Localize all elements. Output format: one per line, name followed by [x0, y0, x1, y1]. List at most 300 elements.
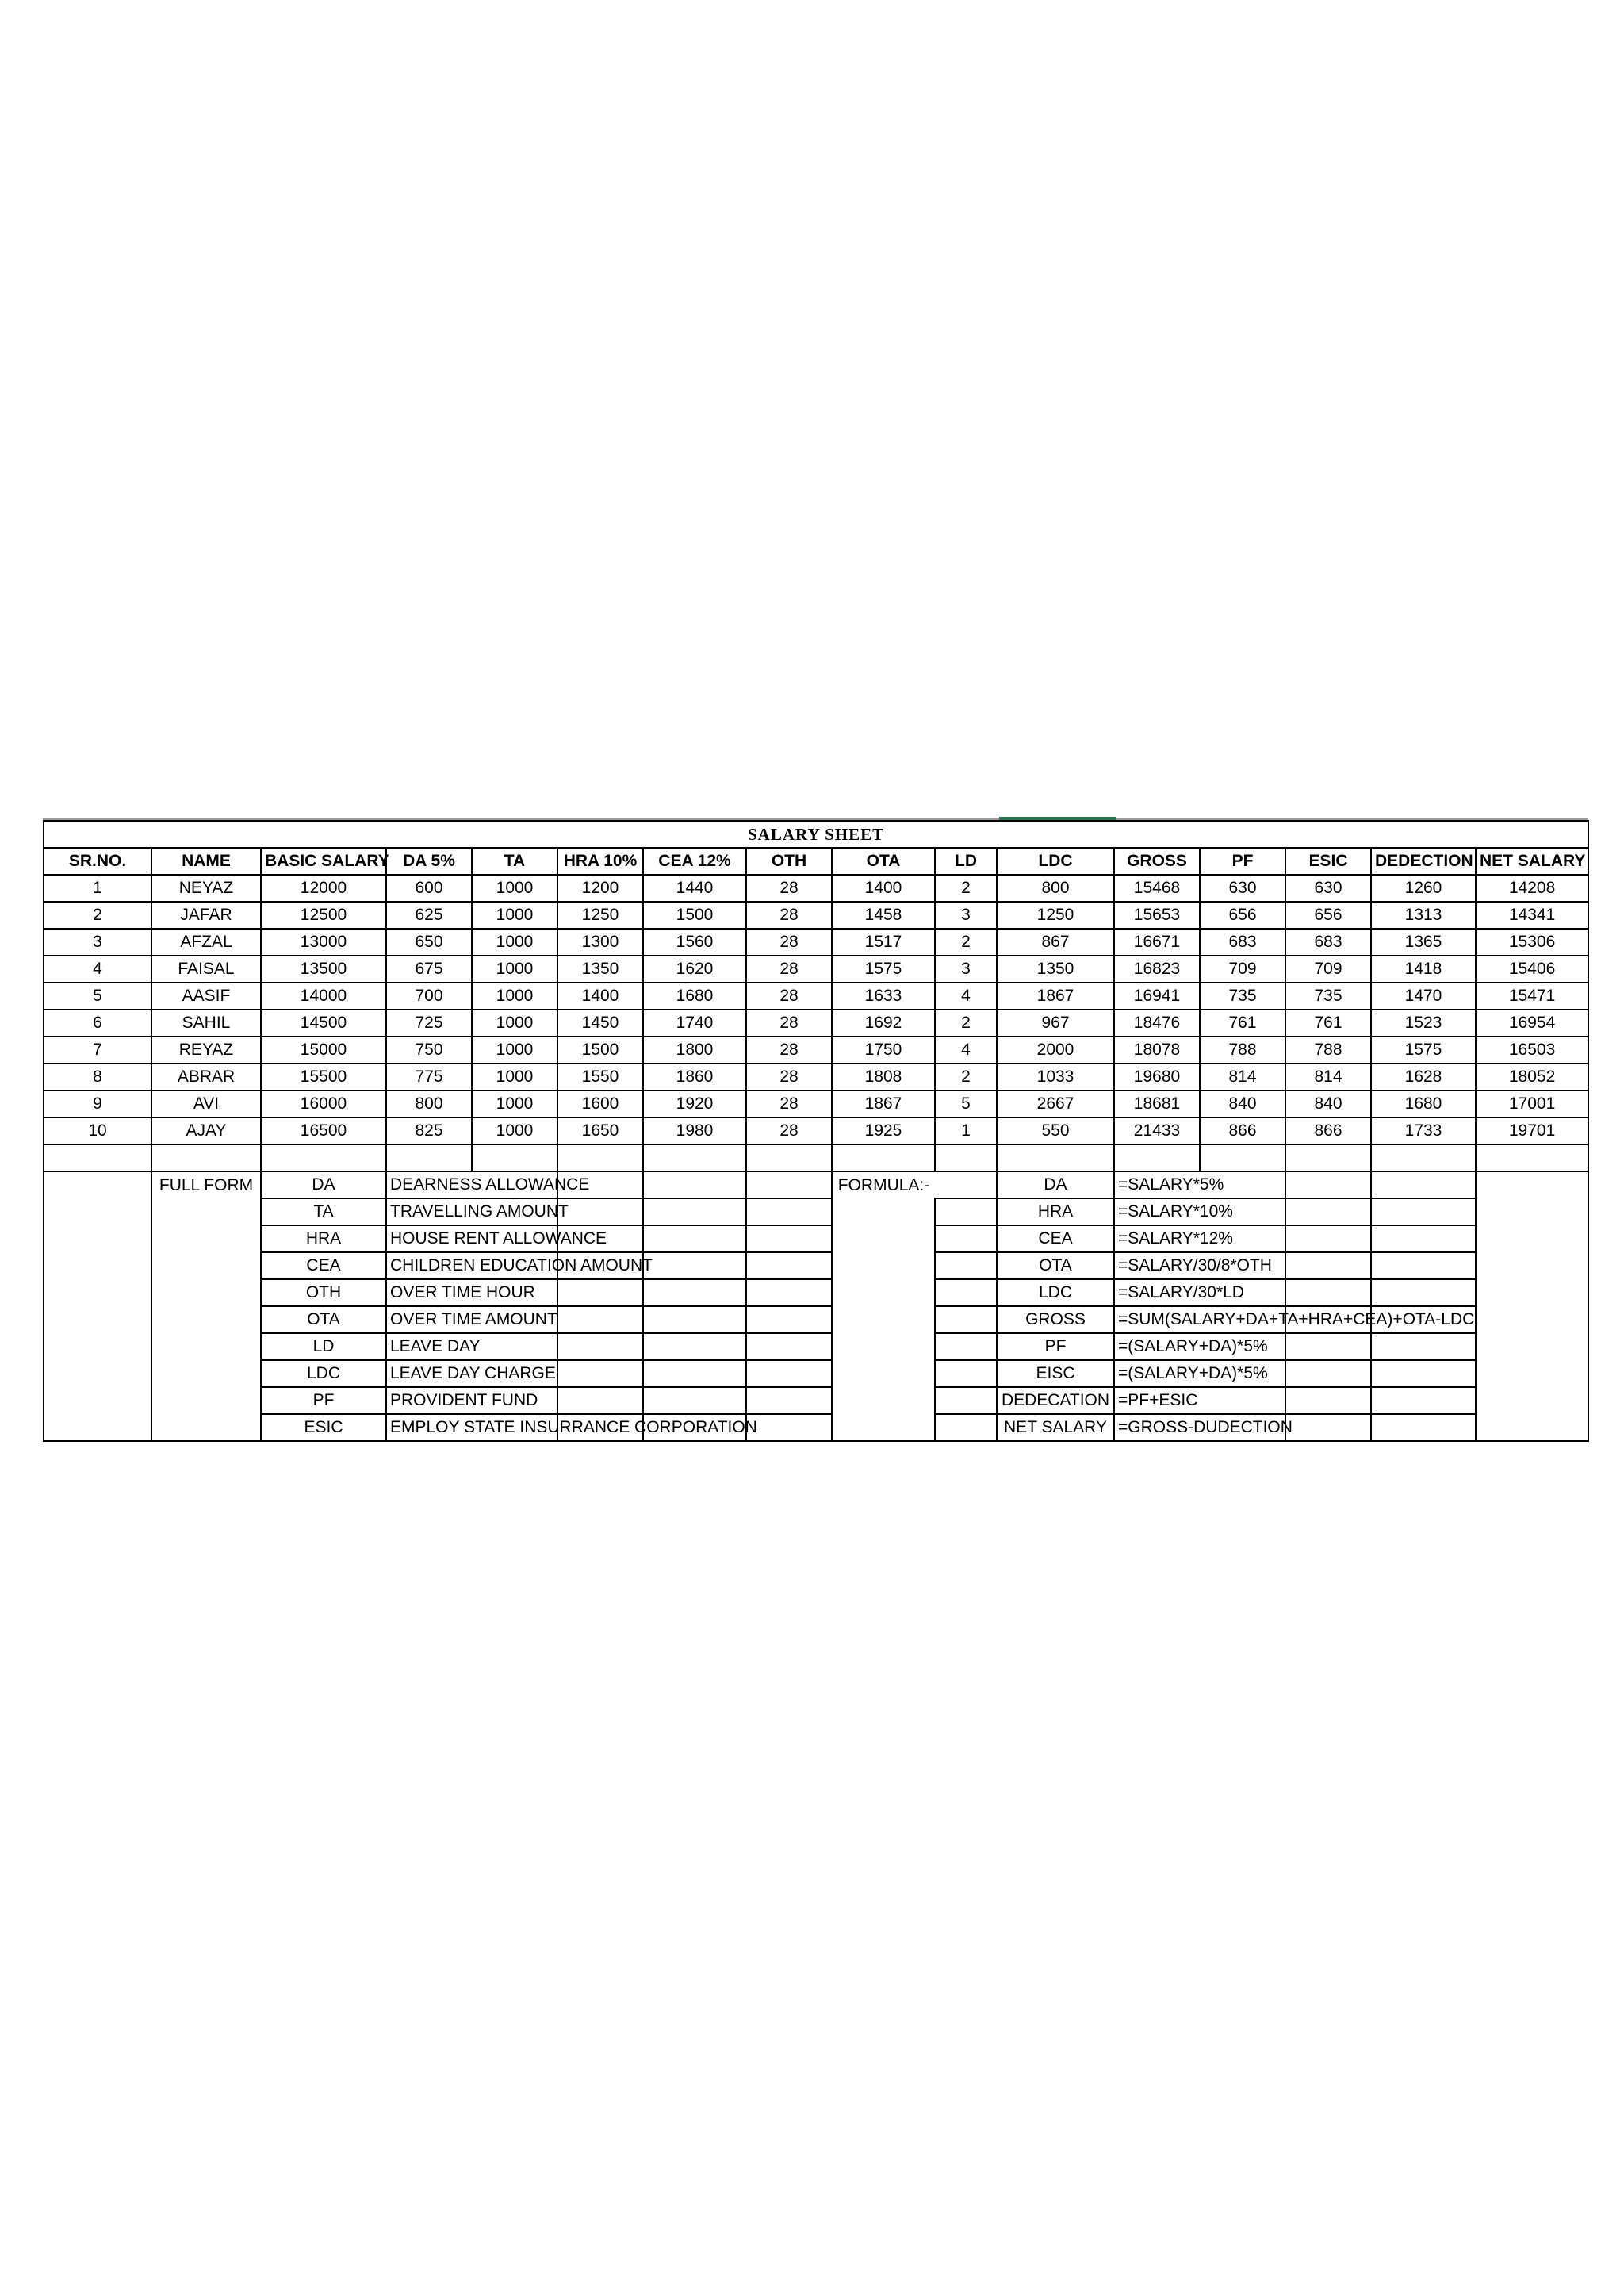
formula-expr: =(SALARY+DA)*5% [1114, 1333, 1200, 1360]
column-header: OTA [832, 848, 935, 875]
table-cell: 15000 [261, 1037, 386, 1064]
table-cell: 1867 [997, 983, 1114, 1010]
full-form-label [151, 1306, 261, 1333]
empty-cell [44, 1279, 151, 1306]
table-cell: 550 [997, 1117, 1114, 1144]
table-cell: 4 [935, 1037, 997, 1064]
column-header: LD [935, 848, 997, 875]
table-cell: 4 [935, 983, 997, 1010]
table-row [44, 983, 1588, 1010]
full-form-abbr: PF [261, 1387, 386, 1414]
table-cell: ABRAR [151, 1064, 261, 1091]
notes-row [44, 1306, 1588, 1333]
empty-cell [44, 1171, 151, 1198]
table-cell: 28 [746, 1117, 832, 1144]
empty-cell [44, 1387, 151, 1414]
empty-cell [44, 1198, 151, 1225]
empty-cell [557, 1279, 643, 1306]
table-cell: 1250 [997, 902, 1114, 929]
table-cell: 3 [935, 902, 997, 929]
column-header: NAME [151, 848, 261, 875]
empty-cell [44, 1360, 151, 1387]
formula-label [832, 1252, 935, 1279]
empty-cell [935, 1225, 997, 1252]
table-cell: 788 [1285, 1037, 1371, 1064]
table-cell: 7 [44, 1037, 151, 1064]
empty-cell [44, 1306, 151, 1333]
formula-name: GROSS [997, 1306, 1114, 1333]
column-header-row [44, 848, 1588, 875]
column-header: PF [1200, 848, 1285, 875]
table-cell: NEYAZ [151, 875, 261, 902]
table-cell: 814 [1285, 1064, 1371, 1091]
table-cell: 1680 [1371, 1091, 1476, 1117]
empty-cell [643, 1171, 746, 1198]
full-form-label [151, 1252, 261, 1279]
full-form-abbr: OTA [261, 1306, 386, 1333]
table-cell: 5 [935, 1091, 997, 1117]
table-cell: 775 [386, 1064, 472, 1091]
table-row [44, 1117, 1588, 1144]
table-cell: 1560 [643, 929, 746, 956]
formula-name: NET SALARY [997, 1414, 1114, 1441]
formula-expr: =SALARY*12% [1114, 1225, 1200, 1252]
table-cell: 1633 [832, 983, 935, 1010]
table-cell: 8 [44, 1064, 151, 1091]
empty-cell [1371, 1414, 1476, 1441]
table-cell: 28 [746, 1010, 832, 1037]
formula-name: HRA [997, 1198, 1114, 1225]
table-cell: 1650 [557, 1117, 643, 1144]
table-cell: 761 [1285, 1010, 1371, 1037]
salary-sheet [43, 818, 1588, 1450]
empty-cell [1371, 1198, 1476, 1225]
table-cell: 16000 [261, 1091, 386, 1117]
formula-label [832, 1387, 935, 1414]
formula-expr: =SALARY/30*LD [1114, 1279, 1200, 1306]
table-cell: 1 [935, 1117, 997, 1144]
table-cell: 28 [746, 1064, 832, 1091]
table-cell: 967 [997, 1010, 1114, 1037]
formula-expr: =SALARY*10% [1114, 1198, 1200, 1225]
empty-cell [44, 1333, 151, 1360]
column-header: TA [472, 848, 557, 875]
table-cell: 1350 [557, 956, 643, 983]
table-cell: 2 [44, 902, 151, 929]
empty-cell [1371, 1171, 1476, 1198]
table-cell: 1440 [643, 875, 746, 902]
table-cell: 800 [997, 875, 1114, 902]
table-cell: 600 [386, 875, 472, 902]
column-header: HRA 10% [557, 848, 643, 875]
table-cell: 1418 [1371, 956, 1476, 983]
table-row [44, 875, 1588, 902]
formula-label [832, 1198, 935, 1225]
table-cell: 12000 [261, 875, 386, 902]
table-cell: 840 [1200, 1091, 1285, 1117]
table-cell: 814 [1200, 1064, 1285, 1091]
table-cell: SAHIL [151, 1010, 261, 1037]
table-cell: 683 [1285, 929, 1371, 956]
table-cell: 1800 [643, 1037, 746, 1064]
notes-row [44, 1279, 1588, 1306]
table-cell: 14208 [1476, 875, 1588, 902]
empty-cell [44, 1225, 151, 1252]
full-form-abbr: ESIC [261, 1414, 386, 1441]
table-cell: 17001 [1476, 1091, 1588, 1117]
full-form-text: EMPLOY STATE INSURRANCE CORPORATION [386, 1414, 472, 1441]
full-form-text: DEARNESS ALLOWANCE [386, 1171, 472, 1198]
table-cell: 1523 [1371, 1010, 1476, 1037]
full-form-text: OVER TIME AMOUNT [386, 1306, 472, 1333]
full-form-text: LEAVE DAY [386, 1333, 472, 1360]
empty-cell [746, 1252, 832, 1279]
table-cell: 14341 [1476, 902, 1588, 929]
table-cell: 1400 [832, 875, 935, 902]
empty-cell [472, 1333, 557, 1360]
table-cell: 18078 [1114, 1037, 1200, 1064]
table-cell: 735 [1285, 983, 1371, 1010]
full-form-abbr: LD [261, 1333, 386, 1360]
table-cell: AJAY [151, 1117, 261, 1144]
full-form-abbr: TA [261, 1198, 386, 1225]
table-cell: 630 [1285, 875, 1371, 902]
notes-row [44, 1414, 1588, 1441]
table-cell: 2 [935, 1064, 997, 1091]
empty-cell [643, 1360, 746, 1387]
table-cell: 656 [1200, 902, 1285, 929]
empty-cell [1285, 1414, 1371, 1441]
full-form-label [151, 1333, 261, 1360]
full-form-text: PROVIDENT FUND [386, 1387, 472, 1414]
table-cell: 1000 [472, 1037, 557, 1064]
table-cell: 1350 [997, 956, 1114, 983]
table-cell: 16954 [1476, 1010, 1588, 1037]
table-cell: 1517 [832, 929, 935, 956]
table-cell: 28 [746, 1037, 832, 1064]
employee-rows [44, 875, 1588, 1144]
empty-cell [935, 1306, 997, 1333]
empty-cell [1476, 1414, 1588, 1441]
table-cell: 1733 [1371, 1117, 1476, 1144]
empty-cell [643, 1252, 746, 1279]
table-cell: 5 [44, 983, 151, 1010]
empty-cell [1476, 1225, 1588, 1252]
column-header: DEDECTION [1371, 848, 1476, 875]
full-form-label [151, 1360, 261, 1387]
table-cell: 1000 [472, 929, 557, 956]
formula-label [832, 1414, 935, 1441]
table-cell: 9 [44, 1091, 151, 1117]
table-cell: 1808 [832, 1064, 935, 1091]
table-cell: 15468 [1114, 875, 1200, 902]
table-cell: AASIF [151, 983, 261, 1010]
table-cell: 16503 [1476, 1037, 1588, 1064]
table-cell: 675 [386, 956, 472, 983]
column-header: BASIC SALARY [261, 848, 386, 875]
table-row [44, 956, 1588, 983]
table-cell: 1628 [1371, 1064, 1476, 1091]
table-cell: 1600 [557, 1091, 643, 1117]
table-cell: 867 [997, 929, 1114, 956]
table-row [44, 1064, 1588, 1091]
table-cell: 1680 [643, 983, 746, 1010]
table-cell: 1000 [472, 1010, 557, 1037]
table-cell: 1575 [832, 956, 935, 983]
empty-cell [643, 1279, 746, 1306]
formula-name: LDC [997, 1279, 1114, 1306]
table-cell: 6 [44, 1010, 151, 1037]
table-cell: 19701 [1476, 1117, 1588, 1144]
full-form-abbr: HRA [261, 1225, 386, 1252]
table-cell: 28 [746, 956, 832, 983]
empty-cell [935, 1252, 997, 1279]
formula-label [832, 1333, 935, 1360]
table-cell: 28 [746, 929, 832, 956]
table-cell: 656 [1285, 902, 1371, 929]
table-cell: REYAZ [151, 1037, 261, 1064]
table-cell: 1313 [1371, 902, 1476, 929]
full-form-label [151, 1198, 261, 1225]
empty-cell [1476, 1306, 1588, 1333]
empty-cell [1285, 1198, 1371, 1225]
table-cell: 16500 [261, 1117, 386, 1144]
table-cell: 15406 [1476, 956, 1588, 983]
table-cell: 13500 [261, 956, 386, 983]
empty-cell [935, 1171, 997, 1198]
full-form-label: FULL FORM [151, 1171, 261, 1198]
table-cell: 3 [935, 956, 997, 983]
table-cell: 840 [1285, 1091, 1371, 1117]
table-cell: 13000 [261, 929, 386, 956]
table-cell: 1550 [557, 1064, 643, 1091]
table-cell: 16941 [1114, 983, 1200, 1010]
formula-label [832, 1225, 935, 1252]
table-cell: AVI [151, 1091, 261, 1117]
full-form-abbr: DA [261, 1171, 386, 1198]
table-cell: 650 [386, 929, 472, 956]
formula-name: OTA [997, 1252, 1114, 1279]
table-cell: 2 [935, 875, 997, 902]
full-form-label [151, 1387, 261, 1414]
full-form-text: TRAVELLING AMOUNT [386, 1198, 472, 1225]
full-form-text: HOUSE RENT ALLOWANCE [386, 1225, 472, 1252]
table-cell: 1 [44, 875, 151, 902]
table-cell: 16671 [1114, 929, 1200, 956]
table-cell: 2 [935, 1010, 997, 1037]
column-header: GROSS [1114, 848, 1200, 875]
empty-cell [1285, 1279, 1371, 1306]
full-form-label [151, 1225, 261, 1252]
column-header: ESIC [1285, 848, 1371, 875]
table-cell: 625 [386, 902, 472, 929]
table-cell: 800 [386, 1091, 472, 1117]
empty-cell [643, 1306, 746, 1333]
column-header: SR.NO. [44, 848, 151, 875]
table-cell: 1470 [1371, 983, 1476, 1010]
table-cell: 866 [1200, 1117, 1285, 1144]
empty-cell [643, 1198, 746, 1225]
empty-cell [935, 1279, 997, 1306]
table-cell: 750 [386, 1037, 472, 1064]
table-cell: 1980 [643, 1117, 746, 1144]
empty-cell [1371, 1279, 1476, 1306]
table-cell: 1740 [643, 1010, 746, 1037]
empty-cell [643, 1225, 746, 1252]
empty-cell [44, 1252, 151, 1279]
table-cell: 1365 [1371, 929, 1476, 956]
table-cell: 709 [1285, 956, 1371, 983]
table-cell: 735 [1200, 983, 1285, 1010]
formula-label: FORMULA:- [832, 1171, 935, 1198]
table-cell: 1000 [472, 1064, 557, 1091]
table-cell: 10 [44, 1117, 151, 1144]
sheet-title: SALARY SHEET [44, 821, 1588, 848]
table-cell: 18052 [1476, 1064, 1588, 1091]
table-cell: 28 [746, 983, 832, 1010]
table-cell: 683 [1200, 929, 1285, 956]
empty-cell [557, 1387, 643, 1414]
table-cell: 1500 [643, 902, 746, 929]
empty-cell [935, 1198, 997, 1225]
empty-cell [1371, 1387, 1476, 1414]
table-cell: 28 [746, 875, 832, 902]
table-row [44, 1010, 1588, 1037]
formula-name: CEA [997, 1225, 1114, 1252]
table-cell: 761 [1200, 1010, 1285, 1037]
table-cell: JAFAR [151, 902, 261, 929]
table-cell: 1692 [832, 1010, 935, 1037]
table-cell: 3 [44, 929, 151, 956]
full-form-abbr: LDC [261, 1360, 386, 1387]
notes-section [44, 1144, 1588, 1441]
empty-cell [1371, 1252, 1476, 1279]
empty-cell [643, 1333, 746, 1360]
full-form-text: OVER TIME HOUR [386, 1279, 472, 1306]
table-cell: 1200 [557, 875, 643, 902]
formula-name: EISC [997, 1360, 1114, 1387]
empty-cell [1200, 1387, 1285, 1414]
empty-cell [1285, 1252, 1371, 1279]
notes-row [44, 1252, 1588, 1279]
empty-cell [1285, 1225, 1371, 1252]
column-header: LDC [997, 848, 1114, 875]
table-cell: 21433 [1114, 1117, 1200, 1144]
table-cell: 15471 [1476, 983, 1588, 1010]
empty-cell [1371, 1360, 1476, 1387]
formula-name: PF [997, 1333, 1114, 1360]
table-cell: 1400 [557, 983, 643, 1010]
table-cell: 709 [1200, 956, 1285, 983]
empty-cell [746, 1171, 832, 1198]
empty-cell [746, 1414, 832, 1441]
table-cell: 15306 [1476, 929, 1588, 956]
notes-row [44, 1387, 1588, 1414]
empty-cell [746, 1387, 832, 1414]
column-header: CEA 12% [643, 848, 746, 875]
empty-cell [557, 1198, 643, 1225]
table-cell: 28 [746, 902, 832, 929]
empty-cell [1476, 1198, 1588, 1225]
table-cell: 1500 [557, 1037, 643, 1064]
salary-table [43, 820, 1589, 1442]
table-cell: 14500 [261, 1010, 386, 1037]
table-cell: 14000 [261, 983, 386, 1010]
empty-cell [935, 1387, 997, 1414]
table-cell: 12500 [261, 902, 386, 929]
table-cell: AFZAL [151, 929, 261, 956]
full-form-abbr: CEA [261, 1252, 386, 1279]
table-cell: 1250 [557, 902, 643, 929]
table-cell: 15653 [1114, 902, 1200, 929]
empty-cell [1285, 1171, 1371, 1198]
column-header: NET SALARY [1476, 848, 1588, 875]
empty-cell [1476, 1360, 1588, 1387]
empty-cell [557, 1360, 643, 1387]
formula-expr: =SUM(SALARY+DA+TA+HRA+CEA)+OTA-LDC [1114, 1306, 1200, 1333]
table-cell: 1000 [472, 902, 557, 929]
table-cell: 1920 [643, 1091, 746, 1117]
formula-label [832, 1306, 935, 1333]
table-row [44, 929, 1588, 956]
table-cell: 28 [746, 1091, 832, 1117]
empty-cell [1285, 1387, 1371, 1414]
table-cell: 700 [386, 983, 472, 1010]
table-cell: 2667 [997, 1091, 1114, 1117]
empty-cell [746, 1225, 832, 1252]
formula-name: DA [997, 1171, 1114, 1198]
empty-cell [1285, 1360, 1371, 1387]
table-cell: 19680 [1114, 1064, 1200, 1091]
empty-cell [1476, 1387, 1588, 1414]
table-cell: 1458 [832, 902, 935, 929]
empty-cell [557, 1333, 643, 1360]
spacer-row [44, 1144, 1588, 1171]
empty-cell [746, 1333, 832, 1360]
empty-cell [44, 1414, 151, 1441]
table-cell: 1620 [643, 956, 746, 983]
table-row [44, 1037, 1588, 1064]
empty-cell [1476, 1279, 1588, 1306]
table-cell: 2 [935, 929, 997, 956]
table-cell: 630 [1200, 875, 1285, 902]
empty-cell [746, 1198, 832, 1225]
table-cell: 1260 [1371, 875, 1476, 902]
empty-cell [643, 1387, 746, 1414]
table-cell: 18681 [1114, 1091, 1200, 1117]
formula-label [832, 1279, 935, 1306]
table-cell: 1000 [472, 1091, 557, 1117]
table-cell: 1925 [832, 1117, 935, 1144]
notes-row [44, 1360, 1588, 1387]
empty-cell [1476, 1333, 1588, 1360]
empty-cell [746, 1360, 832, 1387]
table-cell: 825 [386, 1117, 472, 1144]
full-form-abbr: OTH [261, 1279, 386, 1306]
empty-cell [746, 1306, 832, 1333]
formula-name: DEDECATION [997, 1387, 1114, 1414]
empty-cell [935, 1360, 997, 1387]
notes-row [44, 1333, 1588, 1360]
table-cell: 4 [44, 956, 151, 983]
table-row [44, 902, 1588, 929]
column-header: DA 5% [386, 848, 472, 875]
formula-label [832, 1360, 935, 1387]
empty-cell [1371, 1333, 1476, 1360]
table-cell: 1450 [557, 1010, 643, 1037]
notes-row [44, 1198, 1588, 1225]
empty-cell [935, 1333, 997, 1360]
